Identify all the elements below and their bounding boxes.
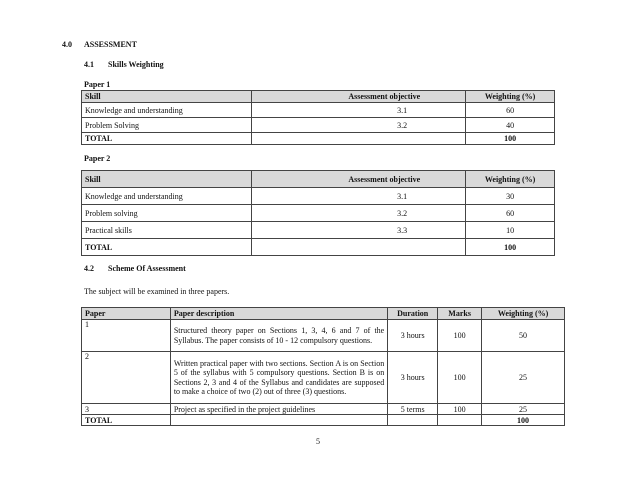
cell-weighting: 30 bbox=[466, 188, 555, 205]
cell-weighting: 60 bbox=[466, 103, 555, 118]
cell-objective: 3.3 bbox=[251, 222, 466, 239]
cell-objective: 3.2 bbox=[251, 118, 466, 133]
cell-skill: Knowledge and understanding bbox=[82, 188, 252, 205]
cell-weighting: 10 bbox=[466, 222, 555, 239]
table-row bbox=[82, 352, 565, 404]
cell-weighting: 60 bbox=[466, 205, 555, 222]
cell-weighting: 40 bbox=[466, 118, 555, 133]
header-weighting: Weighting (%) bbox=[466, 171, 555, 188]
subsection-4-1-title: Skills Weighting bbox=[108, 60, 164, 69]
cell-description: Project as specified in the project guidelines bbox=[170, 404, 387, 415]
header-skill: Skill bbox=[82, 171, 252, 188]
paper2-label: Paper 2 bbox=[84, 154, 111, 163]
header-assessment-objective: Assessment objective bbox=[251, 91, 466, 103]
cell-objective: 3.1 bbox=[251, 188, 466, 205]
header-assessment-objective: Assessment objective bbox=[251, 171, 466, 188]
cell-duration: 3 hours bbox=[388, 320, 438, 352]
table-total-row bbox=[82, 239, 555, 256]
page-number: 5 bbox=[316, 437, 320, 446]
section-number: 4.0 bbox=[62, 40, 72, 49]
cell-paper: 1 bbox=[82, 320, 171, 352]
table-row bbox=[82, 222, 555, 239]
intro-text: The subject will be examined in three papers. bbox=[84, 287, 230, 296]
total-label: TOTAL bbox=[82, 415, 171, 426]
total-label: TOTAL bbox=[82, 239, 252, 256]
cell-weighting: 50 bbox=[482, 320, 565, 352]
header-weighting: Weighting (%) bbox=[482, 308, 565, 320]
table-row bbox=[82, 188, 555, 205]
header-marks: Marks bbox=[438, 308, 482, 320]
table-row bbox=[82, 103, 555, 118]
cell-paper: 3 bbox=[82, 404, 171, 415]
table-row bbox=[82, 118, 555, 133]
total-value: 100 bbox=[466, 239, 555, 256]
cell-description: Structured theory paper on Sections 1, 3, 4, 6 and 7 of the Syllabus. The paper consists of 10 - 12 compulsory questions. bbox=[170, 320, 387, 352]
paper1-table bbox=[81, 90, 555, 145]
cell-weighting: 25 bbox=[482, 404, 565, 415]
total-value: 100 bbox=[466, 133, 555, 145]
table-header-row bbox=[82, 308, 565, 320]
cell-objective: 3.2 bbox=[251, 205, 466, 222]
table-row bbox=[82, 404, 565, 415]
header-paper: Paper bbox=[82, 308, 171, 320]
total-label: TOTAL bbox=[82, 133, 252, 145]
paper1-label: Paper 1 bbox=[84, 80, 111, 89]
cell-skill: Problem solving bbox=[82, 205, 252, 222]
table-row bbox=[82, 320, 565, 352]
cell-duration: 3 hours bbox=[388, 352, 438, 404]
subsection-4-2-number: 4.2 bbox=[84, 264, 94, 273]
cell-marks: 100 bbox=[438, 320, 482, 352]
cell-skill: Problem Solving bbox=[82, 118, 252, 133]
table-total-row bbox=[82, 415, 565, 426]
cell-skill: Practical skills bbox=[82, 222, 252, 239]
cell-paper: 2 bbox=[82, 352, 171, 404]
cell-objective: 3.1 bbox=[251, 103, 466, 118]
header-skill: Skill bbox=[82, 91, 252, 103]
section-title: ASSESSMENT bbox=[84, 40, 137, 49]
cell-description: Written practical paper with two sections. Section A is on Section 5 of the syllabus with 5 compulsory questions. Section B is on Sections 2, 3 and 4 of the Syllabus and candidates are supposed to make a choice of two (2) out of three (3) questions. bbox=[170, 352, 387, 404]
cell-weighting: 25 bbox=[482, 352, 565, 404]
cell-skill: Knowledge and understanding bbox=[82, 103, 252, 118]
table-header-row bbox=[82, 91, 555, 103]
scheme-table bbox=[81, 307, 565, 426]
subsection-4-1-number: 4.1 bbox=[84, 60, 94, 69]
header-paper-description: Paper description bbox=[170, 308, 387, 320]
header-duration: Duration bbox=[388, 308, 438, 320]
subsection-4-2-title: Scheme Of Assessment bbox=[108, 264, 186, 273]
cell-marks: 100 bbox=[438, 352, 482, 404]
cell-duration: 5 terms bbox=[388, 404, 438, 415]
table-header-row bbox=[82, 171, 555, 188]
header-weighting: Weighting (%) bbox=[466, 91, 555, 103]
table-total-row bbox=[82, 133, 555, 145]
table-row bbox=[82, 205, 555, 222]
cell-marks: 100 bbox=[438, 404, 482, 415]
paper2-table bbox=[81, 170, 555, 256]
total-value: 100 bbox=[482, 415, 565, 426]
